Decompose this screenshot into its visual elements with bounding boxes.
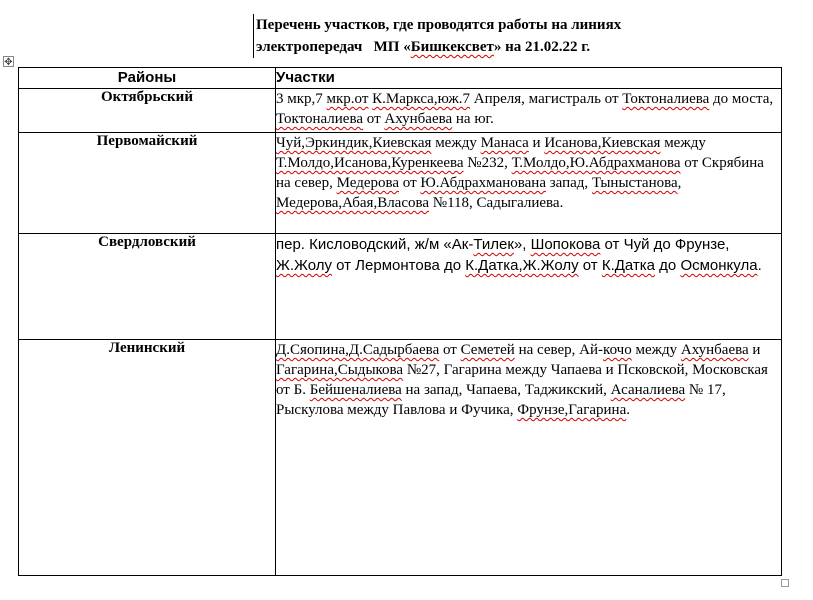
text-segment: на север, Ай- <box>514 342 604 358</box>
areas-cell <box>276 340 782 576</box>
misspelled-word: Семетей <box>460 342 515 358</box>
title-line-2-prefix: электропередач МП « <box>256 39 411 55</box>
areas-cell <box>276 234 782 340</box>
misspelled-word: Ж.Жолу <box>276 257 332 274</box>
misspelled-word: Исанова,Киевская <box>544 135 661 151</box>
header-districts: Районы <box>19 68 276 89</box>
text-segment: от <box>399 175 421 191</box>
text-segment: №118, Садыгалиева. <box>429 195 564 211</box>
misspelled-word: Осмонкула <box>680 257 758 274</box>
header-areas: Участки <box>276 68 782 89</box>
text-segment: . <box>626 402 630 418</box>
text-segment: №27, Гагарина между Чапаева и Псковской, Московская от Б. <box>276 362 768 398</box>
misspelled-word: Токтоналиева <box>622 91 710 107</box>
title-line-1: Перечень участков, где проводятся работы на линиях <box>256 17 622 33</box>
misspelled-word: Токтоналиева <box>276 111 364 127</box>
areas-cell <box>276 133 782 234</box>
text-segment: пер. Кисловодский, ж/м «Ак- <box>276 236 474 253</box>
misspelled-word: Медерова,Абая,Власова <box>276 195 430 211</box>
text-segment: между <box>631 342 681 358</box>
table-resize-handle[interactable] <box>781 579 789 587</box>
text-segment: между <box>431 135 481 151</box>
table-row <box>19 89 782 133</box>
title-org-name: Бишкексвет <box>410 39 494 55</box>
title-line-2 <box>256 36 776 58</box>
text-segment: № 17, Рыскулова между Павлова и Фучика, <box>276 382 726 418</box>
text-segment: от Скрябина на север, <box>276 155 764 191</box>
misspelled-word: мкр.от <box>326 91 369 107</box>
misspelled-word: Асаналиева <box>610 382 686 398</box>
text-segment: между <box>660 135 706 151</box>
misspelled-word: Д.Сяопина,Д.Садырбаева <box>276 342 440 358</box>
text-segment: Апреля, магистраль от <box>470 91 623 107</box>
misspelled-word: Медерова <box>336 175 400 191</box>
misspelled-word: кочо <box>603 342 632 358</box>
misspelled-word: Т.Молдо,Исанова,Куренкеева <box>276 155 464 171</box>
text-segment: на юг. <box>452 111 494 127</box>
title-line-2-suffix: » на 21.02.22 г. <box>493 39 591 55</box>
text-segment: от <box>439 342 461 358</box>
district-cell: Ленинский <box>19 340 276 576</box>
text-segment: до <box>655 257 681 274</box>
misspelled-word: Ахунбаева <box>384 111 453 127</box>
table-row <box>19 340 782 576</box>
misspelled-word: Т.Молдо,Ю.Абдрахманова <box>511 155 681 171</box>
text-segment: 3 мкр,7 <box>276 91 327 107</box>
text-segment: от <box>363 111 385 127</box>
text-segment: запад, <box>545 175 592 191</box>
text-segment: », <box>513 236 531 253</box>
misspelled-word: К.Маркса,юж.7 <box>372 91 471 107</box>
misspelled-word: Фрунзе,Гагарина <box>517 402 627 418</box>
misspelled-word: К.Датка <box>601 257 656 274</box>
district-cell: Свердловский <box>19 234 276 340</box>
misspelled-word: Тыныстанова <box>591 175 678 191</box>
text-segment: от Чуй до Фрунзе, <box>600 236 730 253</box>
table-header-row <box>19 68 782 89</box>
text-segment: , <box>677 175 682 191</box>
district-cell: Октябрьский <box>19 89 276 133</box>
misspelled-word: К.Датка,Ж.Жолу <box>465 257 579 274</box>
text-segment: и <box>748 342 761 358</box>
misspelled-word: Манаса <box>480 135 529 151</box>
document-title <box>253 14 776 58</box>
text-segment: до моста, <box>709 91 774 107</box>
misspelled-word: Ахунбаева <box>680 342 749 358</box>
district-cell: Первомайский <box>19 133 276 234</box>
table-move-handle-icon[interactable]: ✥ <box>4 57 13 68</box>
areas-cell <box>276 89 782 133</box>
text-segment: №232, <box>463 155 512 171</box>
misspelled-word: Бейшеналиева <box>309 382 402 398</box>
misspelled-word: Ю.Абдрахманована <box>420 175 546 191</box>
text-segment: от Лермонтова до <box>331 257 466 274</box>
table-row <box>19 133 782 234</box>
misspelled-word: Шопокова <box>530 236 601 253</box>
districts-table <box>18 67 782 576</box>
misspelled-word: Чуй,Эркиндик,Киевская <box>276 135 432 151</box>
text-segment: от <box>578 257 602 274</box>
text-segment: . <box>757 257 762 274</box>
misspelled-word: Тилек <box>473 236 514 253</box>
table-row <box>19 234 782 340</box>
text-segment: и <box>528 135 545 151</box>
misspelled-word: Гагарина,Сыдыкова <box>276 362 404 378</box>
text-segment: на запад, Чапаева, Таджикский, <box>401 382 611 398</box>
